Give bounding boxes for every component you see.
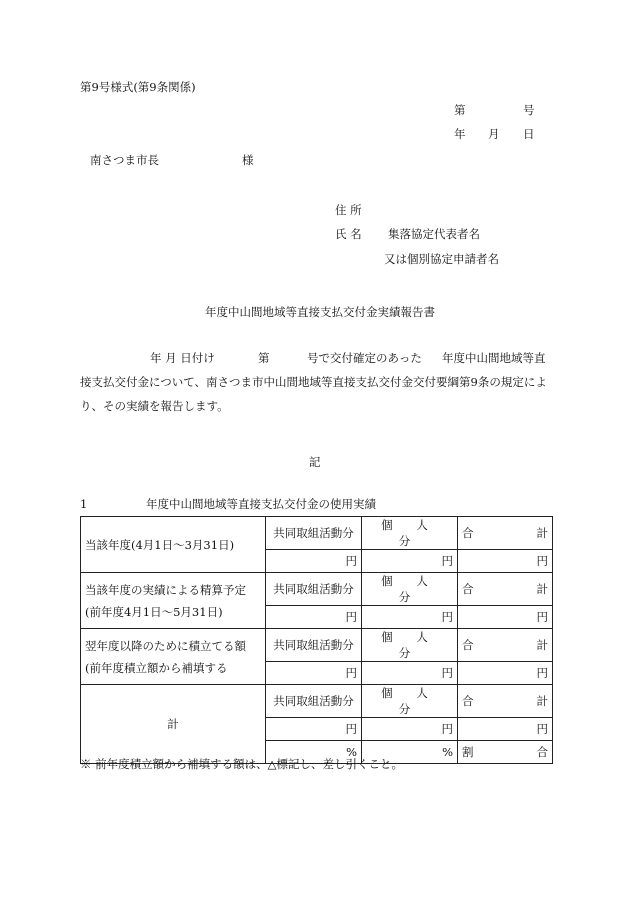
date-month: 月	[488, 127, 500, 141]
header-total	[458, 517, 553, 550]
body-line1-number-prefix: 第	[258, 351, 270, 365]
header-total-b: 計	[536, 526, 548, 540]
header-total	[458, 685, 553, 718]
value-total: 円	[458, 662, 553, 685]
ki-heading: 記	[309, 455, 321, 469]
header-total-a: 合	[462, 694, 474, 708]
usage-table	[80, 516, 553, 764]
name-line2: 又は個別協定申請者名	[384, 252, 499, 266]
row-label-subtext: (前年度4月1日～5月31日)	[85, 604, 223, 619]
row-label-total: 計	[81, 685, 266, 764]
name-label: 氏 名	[335, 227, 362, 241]
header-joint: 共同取組活動分	[266, 685, 362, 718]
header-individual: 個 人 分	[362, 573, 458, 606]
name-line1: 集落協定代表者名	[388, 227, 480, 241]
body-line1-date: 年 月 日付け	[150, 351, 215, 365]
header-individual: 個 人 分	[362, 517, 458, 550]
table-row	[81, 573, 553, 606]
row-label-text: 翌年度以降のために積立てる額	[85, 638, 246, 653]
section-title: 年度中山間地域等直接支払交付金の使用実績	[146, 497, 376, 511]
header-total	[458, 573, 553, 606]
header-total-a: 合	[462, 526, 474, 540]
body-line1-fiscal-year: 年度中山間地域等直	[442, 351, 546, 365]
table-row	[81, 685, 553, 718]
body-line1-confirmed: 号で交付確定のあった	[307, 351, 422, 365]
body-line-3: り、その実績を報告します。	[80, 399, 229, 413]
addressee-name: 南さつま市長	[90, 153, 159, 167]
table-row	[81, 629, 553, 662]
report-title: 年度中山間地域等直接支払交付金実績報告書	[205, 305, 435, 319]
date-year: 年	[454, 127, 466, 141]
value-joint: 円	[266, 718, 362, 741]
value-total: 円	[458, 606, 553, 629]
ratio-a: 割	[462, 745, 474, 759]
row-label-text: 当該年度の実績による精算予定	[85, 582, 246, 597]
value-individual: 円	[362, 606, 458, 629]
row-label-subtext: (前年度積立額から補填する	[85, 660, 228, 675]
value-total: 円	[458, 550, 553, 573]
section-number: 1	[80, 497, 88, 511]
value-total: 円	[458, 718, 553, 741]
header-total	[458, 629, 553, 662]
header-individual: 個 人 分	[362, 685, 458, 718]
header-joint: 共同取組活動分	[266, 573, 362, 606]
row-label-text: 当該年度(4月1日～3月31日)	[85, 537, 235, 552]
ratio-b: 合	[536, 745, 548, 759]
value-joint: 円	[266, 606, 362, 629]
percent-individual: %	[362, 741, 458, 764]
addressee-honorific: 様	[242, 153, 254, 167]
value-individual: 円	[362, 662, 458, 685]
table-row	[81, 517, 553, 550]
value-individual: 円	[362, 718, 458, 741]
value-individual: 円	[362, 550, 458, 573]
ratio-cell	[458, 741, 553, 764]
body-line-2: 接支払交付金について、南さつま市中山間地域等直接支払交付金交付要綱第9条の規定によ	[80, 375, 547, 389]
header-total-b: 計	[536, 694, 548, 708]
doc-number-suffix: 号	[523, 103, 535, 117]
header-total-b: 計	[536, 582, 548, 596]
header-total-a: 合	[462, 582, 474, 596]
percent-joint: %	[266, 741, 362, 764]
form-number: 第9号様式(第9条関係)	[80, 80, 196, 94]
header-joint: 共同取組活動分	[266, 517, 362, 550]
value-joint: 円	[266, 550, 362, 573]
footnote: ※ 前年度積立額から補填する額は、△標記し、差し引くこと。	[80, 757, 403, 771]
header-total-a: 合	[462, 638, 474, 652]
row-label-current-year	[81, 517, 266, 573]
date-day: 日	[523, 127, 535, 141]
row-label-reserve	[81, 629, 266, 685]
row-label-settlement	[81, 573, 266, 629]
header-individual: 個 人 分	[362, 629, 458, 662]
body-line-1	[80, 346, 552, 370]
doc-number-prefix: 第	[454, 103, 466, 117]
value-joint: 円	[266, 662, 362, 685]
header-total-b: 計	[536, 638, 548, 652]
address-label: 住 所	[335, 203, 362, 217]
header-joint: 共同取組活動分	[266, 629, 362, 662]
body-paragraph	[80, 346, 552, 418]
